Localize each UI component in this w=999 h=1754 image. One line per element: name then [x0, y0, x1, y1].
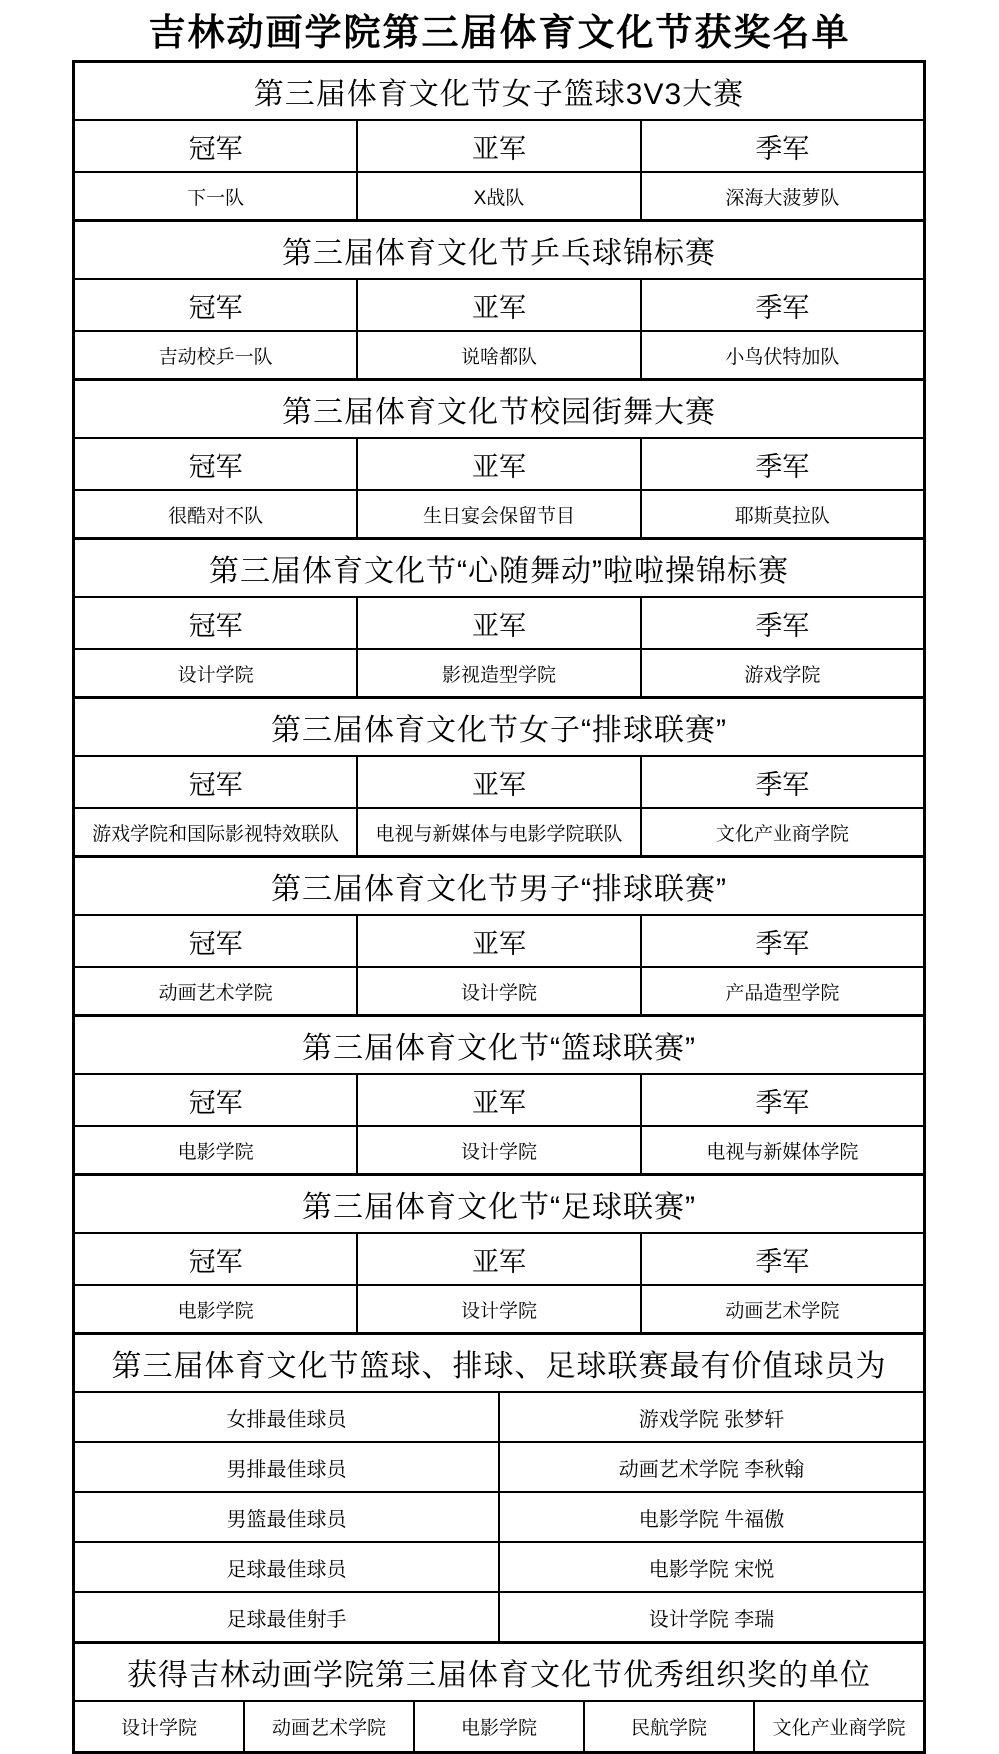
section-header: 获得吉林动画学院第三届体育文化节优秀组织奖的单位	[127, 1659, 871, 1692]
champion-label: 冠军	[188, 928, 243, 959]
mvp-award-cell: 男篮最佳球员	[226, 1508, 347, 1531]
third-place-label: 季军	[640, 1234, 923, 1284]
third-place-label: 季军	[640, 280, 923, 330]
mvp-winner-cell: 电影学院 宋悦	[498, 1543, 923, 1591]
section-basketball-league	[75, 1014, 923, 1173]
champion-label: 冠军	[188, 292, 243, 323]
runner-up-label: 亚军	[356, 280, 639, 330]
runner-up-winner: X战队	[356, 173, 639, 219]
organization-units-row	[75, 1700, 923, 1751]
winner-row	[75, 1125, 923, 1173]
section-womens-volleyball	[75, 696, 923, 855]
winner-row	[75, 171, 923, 219]
third-place-label: 季军	[640, 598, 923, 648]
winner-row	[75, 966, 923, 1014]
third-place-label: 季军	[640, 757, 923, 807]
third-place-winner: 电视与新媒体学院	[640, 1127, 923, 1173]
rank-header-row	[75, 278, 923, 330]
rank-header-row	[75, 596, 923, 648]
third-place-winner: 耶斯莫拉队	[640, 491, 923, 537]
mvp-row	[75, 1491, 923, 1541]
mvp-row	[75, 1541, 923, 1591]
section-header: 第三届体育文化节女子篮球3V3大赛	[253, 78, 745, 111]
rank-header-row	[75, 437, 923, 489]
mvp-winner-cell: 动画艺术学院 李秋翰	[498, 1443, 923, 1491]
mvp-row	[75, 1591, 923, 1641]
mvp-winner-cell: 电影学院 牛福傲	[498, 1493, 923, 1541]
award-table	[72, 60, 926, 1754]
runner-up-label: 亚军	[356, 121, 639, 171]
section-table-tennis	[75, 219, 923, 378]
org-unit-cell: 电影学院	[413, 1702, 583, 1751]
page-title: 吉林动画学院第三届体育文化节获奖名单	[148, 12, 851, 53]
section-header: 第三届体育文化节女子“排球联赛”	[271, 714, 727, 747]
winner-row	[75, 1284, 923, 1332]
runner-up-winner: 说啥都队	[356, 332, 639, 378]
org-unit-cell: 文化产业商学院	[753, 1702, 923, 1751]
runner-up-label: 亚军	[356, 598, 639, 648]
section-header: 第三届体育文化节乒乓球锦标赛	[282, 237, 716, 270]
runner-up-label: 亚军	[356, 1075, 639, 1125]
third-place-label: 季军	[640, 1075, 923, 1125]
runner-up-winner: 电视与新媒体与电影学院联队	[356, 809, 639, 855]
third-place-winner: 小鸟伏特加队	[640, 332, 923, 378]
section-mvp	[75, 1332, 923, 1641]
third-place-label: 季军	[640, 121, 923, 171]
third-place-winner: 游戏学院	[640, 650, 923, 696]
mvp-row	[75, 1441, 923, 1491]
org-unit-cell: 设计学院	[120, 1718, 197, 1739]
champion-label: 冠军	[188, 610, 243, 641]
runner-up-label: 亚军	[356, 916, 639, 966]
runner-up-winner: 影视造型学院	[356, 650, 639, 696]
champion-winner: 下一队	[187, 187, 245, 209]
runner-up-label: 亚军	[356, 1234, 639, 1284]
mvp-award-cell: 足球最佳球员	[226, 1558, 347, 1581]
runner-up-winner: 设计学院	[356, 968, 639, 1014]
third-place-winner: 产品造型学院	[640, 968, 923, 1014]
champion-winner: 电影学院	[177, 1141, 254, 1163]
section-header: 第三届体育文化节“篮球联赛”	[302, 1032, 696, 1065]
champion-winner: 吉动校乒一队	[158, 346, 273, 368]
champion-winner: 动画艺术学院	[158, 982, 273, 1004]
runner-up-winner: 设计学院	[356, 1127, 639, 1173]
third-place-winner: 深海大菠萝队	[640, 173, 923, 219]
section-header: 第三届体育文化节“足球联赛”	[302, 1191, 696, 1224]
rank-header-row	[75, 755, 923, 807]
mvp-award-cell: 足球最佳射手	[226, 1608, 347, 1631]
runner-up-label: 亚军	[356, 757, 639, 807]
section-header: 第三届体育文化节校园街舞大赛	[282, 396, 716, 429]
third-place-label: 季军	[640, 916, 923, 966]
winner-row	[75, 807, 923, 855]
third-place-winner: 动画艺术学院	[640, 1286, 923, 1332]
org-unit-cell: 民航学院	[583, 1702, 753, 1751]
rank-header-row	[75, 119, 923, 171]
mvp-award-cell: 男排最佳球员	[226, 1458, 347, 1481]
champion-label: 冠军	[188, 769, 243, 800]
section-mens-volleyball	[75, 855, 923, 1014]
champion-label: 冠军	[188, 1246, 243, 1277]
winner-row	[75, 648, 923, 696]
champion-label: 冠军	[188, 1087, 243, 1118]
mvp-row	[75, 1391, 923, 1441]
champion-label: 冠军	[188, 133, 243, 164]
section-street-dance	[75, 378, 923, 537]
section-womens-basketball-3v3	[75, 63, 923, 219]
section-football-league	[75, 1173, 923, 1332]
champion-winner: 游戏学院和国际影视特效联队	[92, 823, 340, 845]
rank-header-row	[75, 914, 923, 966]
runner-up-label: 亚军	[356, 439, 639, 489]
runner-up-winner: 设计学院	[356, 1286, 639, 1332]
champion-winner: 电影学院	[177, 1300, 254, 1322]
champion-winner: 设计学院	[177, 664, 254, 686]
champion-winner: 很酷对不队	[168, 505, 264, 527]
mvp-award-cell: 女排最佳球员	[226, 1408, 347, 1431]
runner-up-winner: 生日宴会保留节目	[356, 491, 639, 537]
section-organization-award	[75, 1641, 923, 1751]
rank-header-row	[75, 1232, 923, 1284]
third-place-label: 季军	[640, 439, 923, 489]
section-header: 第三届体育文化节篮球、排球、足球联赛最有价值球员为	[111, 1350, 887, 1383]
winner-row	[75, 330, 923, 378]
org-unit-cell: 动画艺术学院	[243, 1702, 413, 1751]
winner-row	[75, 489, 923, 537]
mvp-winner-cell: 游戏学院 张梦轩	[498, 1393, 923, 1441]
third-place-winner: 文化产业商学院	[640, 809, 923, 855]
section-cheerleading	[75, 537, 923, 696]
mvp-winner-cell: 设计学院 李瑞	[498, 1593, 923, 1641]
section-header: 第三届体育文化节“心随舞动”啦啦操锦标赛	[209, 555, 789, 588]
section-header: 第三届体育文化节男子“排球联赛”	[271, 873, 727, 906]
champion-label: 冠军	[188, 451, 243, 482]
rank-header-row	[75, 1073, 923, 1125]
